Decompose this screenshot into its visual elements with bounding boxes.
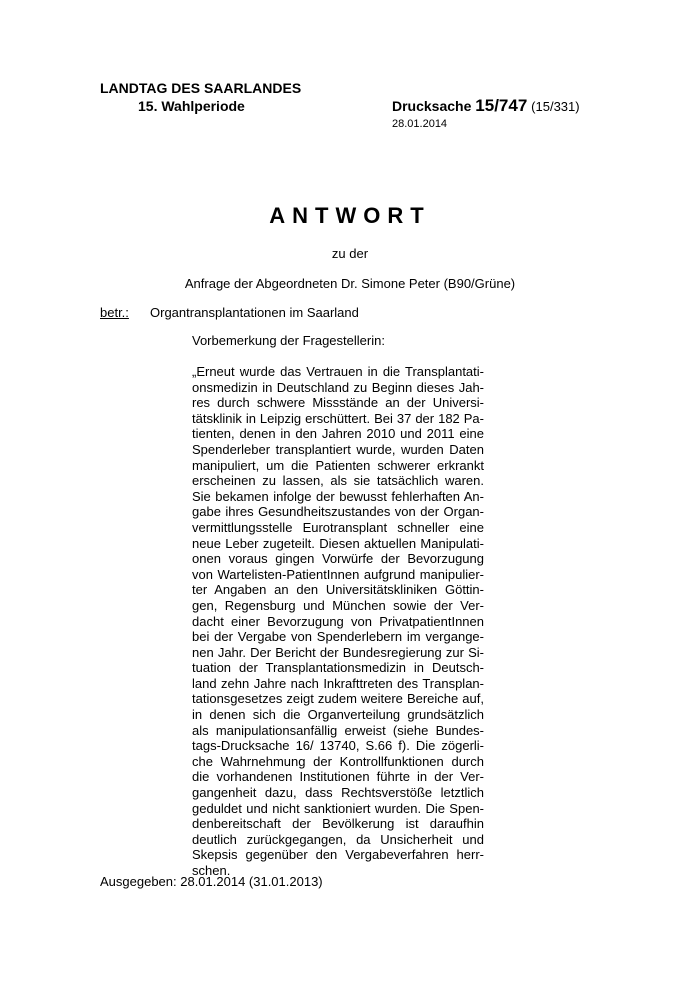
document-title: ANTWORT [269, 203, 431, 228]
body-text-line: schen. [192, 863, 231, 878]
body-text-line: nen Jahr. Der Bericht der Bundesregierung zur Si- [192, 644, 484, 660]
body-text-line: onen voraus gingen Vorwürfe der Bevorzugung [192, 551, 484, 567]
preliminary-remark-heading: Vorbemerkung der Fragestellerin: [192, 333, 385, 348]
body-text-line: dacht einer Bevorzugung von PrivatpatientInnen [192, 613, 484, 629]
body-text-line: deutlich zurückgegangen, da Unsicherheit und [192, 831, 484, 847]
body-text-line: vermittlungsstelle Eurotransplant schneller eine [192, 519, 484, 535]
body-text-line: gen, Regensburg und München sowie der Ver- [192, 597, 484, 613]
body-text-line: tationsgesetzes zeigt zudem weitere Bereiche auf, [192, 691, 484, 707]
body-text-line: von Wartelisten-PatientInnen aufgrund manipulier- [192, 566, 484, 582]
parliament-name: LANDTAG DES SAARLANDES [100, 80, 302, 96]
subject-label: betr.: [100, 305, 129, 320]
body-text-line: erscheinen zu lassen, als sie tatsächlich waren. [192, 473, 484, 489]
body-text-line: die vorhandenen Institutionen führte in der Ver- [192, 769, 484, 785]
body-text-line: land zehn Jahre nach Inkrafttreten des Transplan- [192, 675, 484, 691]
printed-matter-alt-number: (15/331) [531, 99, 580, 114]
body-text-line: Spenderleber transplantiert wurde, wurden Daten [192, 441, 484, 457]
legislative-period: 15. Wahlperiode [138, 98, 245, 114]
issued-date-line: Ausgegeben: 28.01.2014 (31.01.2013) [100, 874, 323, 889]
body-text-line: in denen sich die Organverteilung grundsätzlich [192, 707, 484, 723]
body-text-line: tienten, denen in den Jahren 2010 und 2011 eine [192, 426, 484, 442]
body-text-line: denbereitschaft der Bevölkerung ist daraufhin [192, 816, 484, 832]
preliminary-remark-body [192, 364, 484, 879]
body-text-line: res durch schwere Missstände an der Universi- [192, 395, 484, 411]
document-date: 28.01.2014 [392, 118, 448, 130]
body-text-line: geduldet und nicht sanktioniert wurden. Die Spen- [192, 800, 484, 816]
inquiry-line: Anfrage der Abgeordneten Dr. Simone Peter (B90/Grüne) [184, 276, 516, 291]
subject-text: Organtransplantationen im Saarland [150, 305, 359, 320]
body-text-line: Skepsis gegenüber den Vergabeverfahren herr- [192, 847, 484, 863]
body-text-line: bei der Vergabe von Spenderlebern im vergange- [192, 629, 484, 645]
body-text-line: Sie bekamen infolge der bewusst fehlerhaften An- [192, 488, 484, 504]
body-text-line: che Wahrnehmung der Kontrollfunktionen durch [192, 753, 484, 769]
body-text-line: neue Leber zugeteilt. Diesen aktuellen Manipulati- [192, 535, 484, 551]
to-the-line: zu der [331, 246, 369, 261]
printed-matter-reference [392, 96, 580, 116]
printed-matter-label: Drucksache [392, 98, 472, 114]
body-text-line: tags-Drucksache 16/ 13740, S.66 f). Die zögerli- [192, 738, 484, 754]
body-text-line: als manipulationsanfällig erweist (siehe Bundes- [192, 722, 484, 738]
body-text-line: tätsklinik in Leipzig erschüttert. Bei 37 der 182 Pa- [192, 410, 484, 426]
body-text-line: gabe ihres Gesundheitszustandes von der Organ- [192, 504, 484, 520]
body-text-line: manipuliert, um die Patienten schwerer erkrankt [192, 457, 484, 473]
body-text-line: gangenheit dazu, dass Rechtsverstöße letztlich [192, 785, 484, 801]
body-text-line: „Erneut wurde das Vertrauen in die Transplantati- [192, 364, 484, 379]
printed-matter-number: 15/747 [475, 96, 528, 115]
body-text-line: onsmedizin in Deutschland zu Beginn dieses Jah- [192, 379, 484, 395]
body-text-line: tuation der Transplantationsmedizin in Deutsch- [192, 660, 484, 676]
body-text-line: ter Angaben an den Universitätskliniken Göttin- [192, 582, 484, 598]
